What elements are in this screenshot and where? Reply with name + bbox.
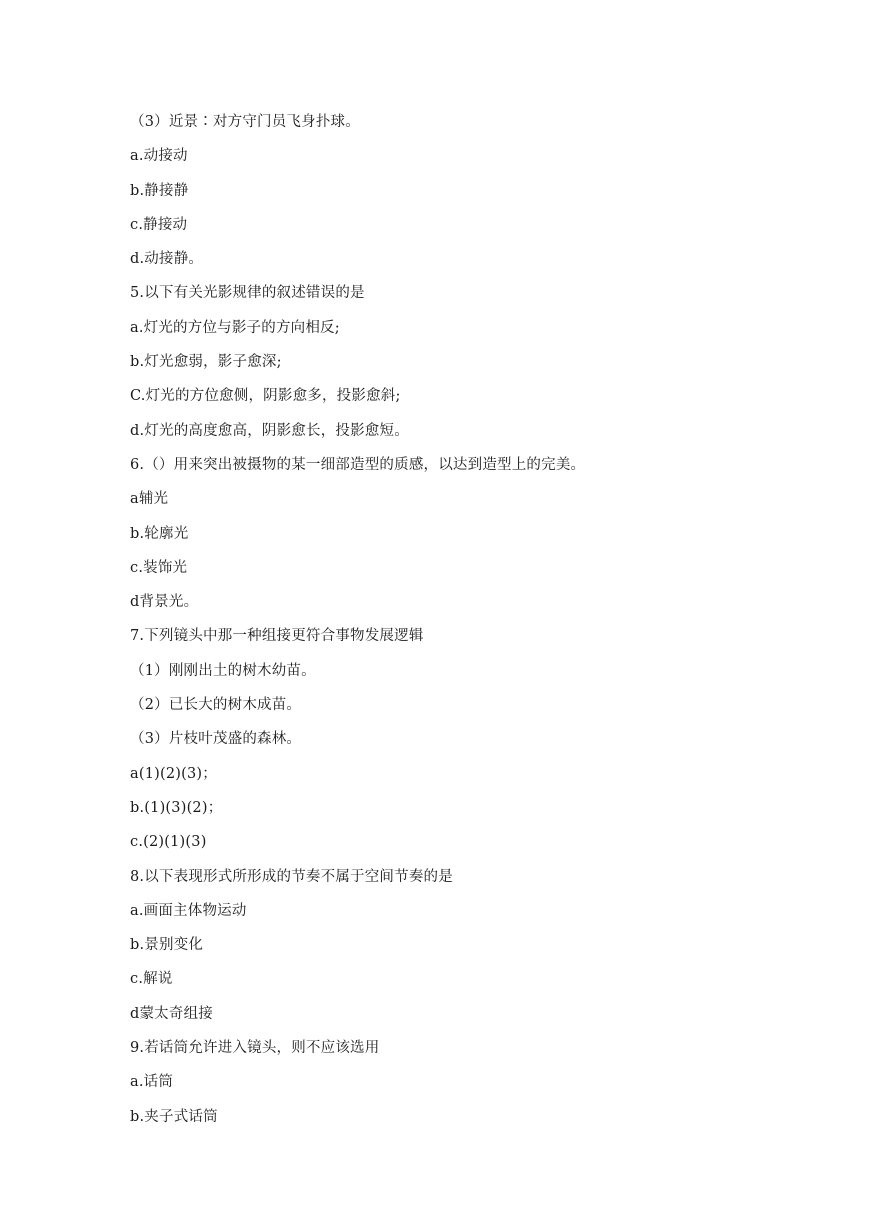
option-c: c.(2)(1)(3) — [130, 834, 207, 851]
question-5: 5.以下有关光影规律的叙述错误的是 — [130, 285, 365, 302]
option-a: a辅光 — [130, 491, 169, 508]
question-9: 9.若话筒允许进入镜头，则不应该选用 — [130, 1040, 380, 1057]
option-b: b.(1)(3)(2)； — [130, 799, 223, 816]
option-d: d.动接静。 — [130, 251, 204, 268]
option-d: d蒙太奇组接 — [130, 1005, 213, 1022]
option-b: b.景别变化 — [130, 937, 204, 954]
sub-item-3: （3）片枝叶茂盛的森林。 — [130, 731, 302, 748]
option-b: b.静接静 — [130, 182, 189, 199]
question-7: 7.下列镜头中那一种组接更符合事物发展逻辑 — [130, 628, 424, 645]
option-c: c.装饰光 — [130, 559, 188, 576]
option-a: a(1)(2)(3)； — [130, 765, 217, 782]
option-c: c.静接动 — [130, 216, 188, 233]
option-b: b.轮廓光 — [130, 525, 189, 542]
sub-item-3: （3）近景∶对方守门员飞身扑球。 — [130, 114, 360, 130]
option-b: b.灯光愈弱，影子愈深; — [130, 354, 282, 371]
sub-item-1: （1）刚刚出土的树木幼苗。 — [130, 662, 316, 679]
question-8: 8.以下表现形式所形成的节奏不属于空间节奏的是 — [130, 868, 453, 885]
document-body — [130, 111, 830, 1140]
option-a: a.灯光的方位与影子的方向相反; — [130, 319, 340, 336]
option-c: C.灯光的方位愈侧，阴影愈多，投影愈斜; — [130, 388, 401, 405]
option-d: d.灯光的高度愈高，阴影愈长，投影愈短。 — [130, 422, 409, 439]
option-a: a.画面主体物运动 — [130, 902, 247, 919]
sub-item-2: （2）已长大的树木成苗。 — [130, 697, 302, 714]
option-d: d背景光。 — [130, 594, 199, 611]
option-a: a.动接动 — [130, 148, 188, 165]
option-c: c.解说 — [130, 971, 173, 988]
option-a: a.话筒 — [130, 1074, 174, 1091]
option-b: b.夹子式话筒 — [130, 1108, 218, 1125]
question-6: 6.（）用来突出被摄物的某一细部造型的质感，以达到造型上的完美。 — [130, 456, 586, 473]
